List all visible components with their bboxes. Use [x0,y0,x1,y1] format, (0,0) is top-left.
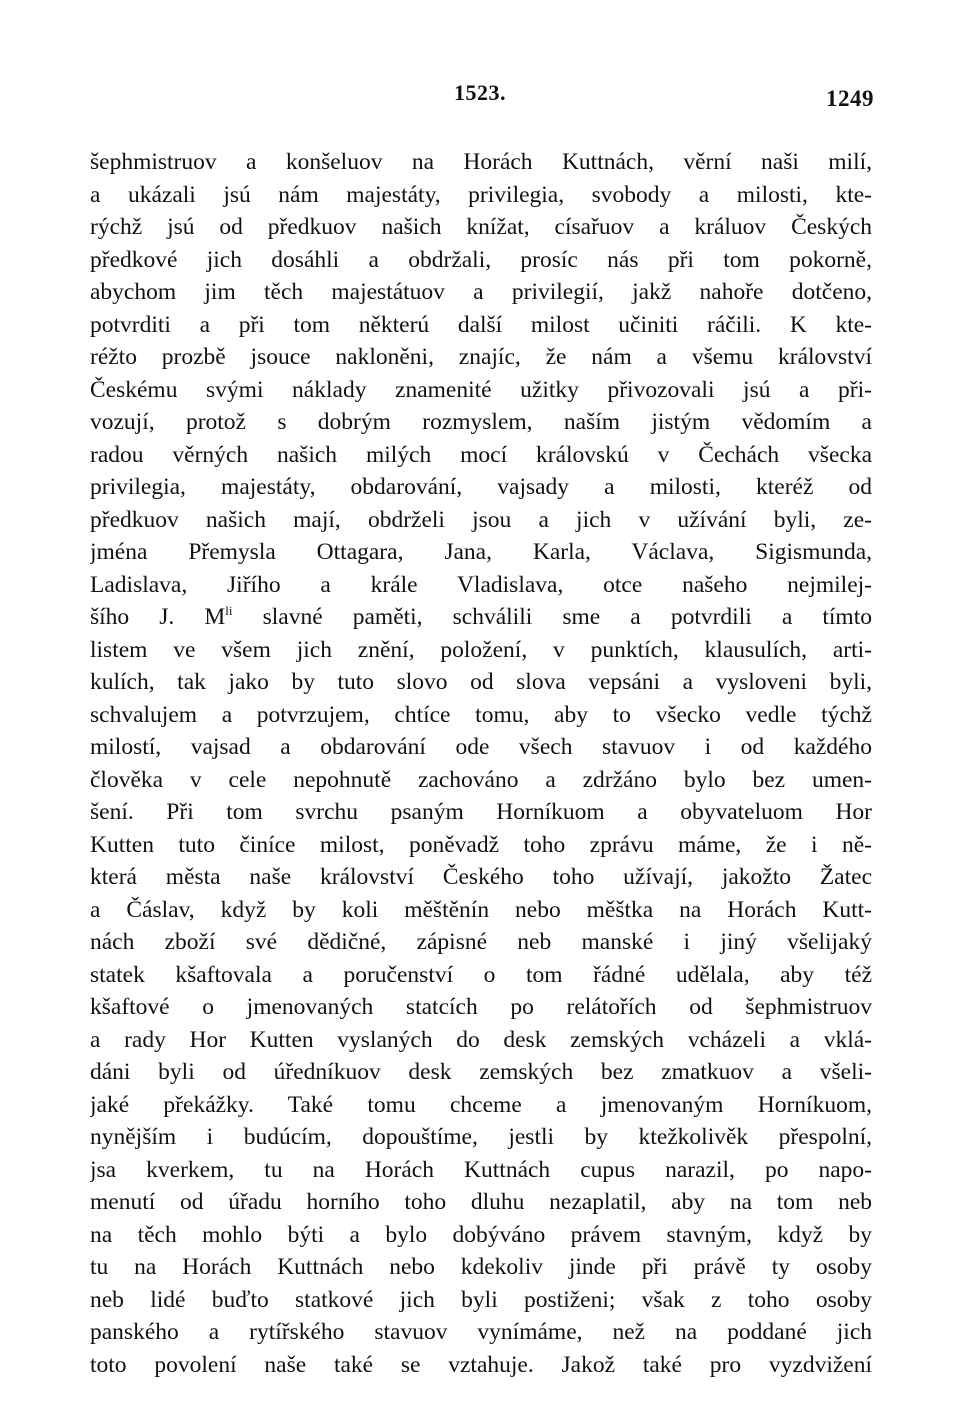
page-number: 1249 [826,86,874,111]
text-line: schvalujem a potvrzujem, chtíce tomu, aby to všecko vedle týchž [90,701,872,728]
text-line: menutí od úřadu horního toho dluhu nezaplatil, aby na tom neb [90,1189,872,1215]
text-line: a ukázali jsú nám majestáty, privilegia, svobody a milosti, kte- [90,181,872,208]
text-line: na těch mohlo býti a bylo dobýváno právem stavným, když by [90,1221,872,1248]
text-line: Ladislava, Jiřího a krále Vladislava, otce našeho nejmilej- [90,571,872,598]
text-line: toto povolení naše také se vztahuje. Jakož také pro vyzdvižení [90,1351,872,1378]
text-line: kulích, tak jako by tuto slovo od slova vepsáni a vysloveni byli, [90,669,872,695]
superscript: li [225,603,233,619]
text-line: a Čáslav, když by koli měštěnín nebo měštka na Horách Kutt- [90,896,872,923]
text-line: která města naše království Českého toho užívají, jakožto Žatec [90,864,872,890]
text-line: předkuov našich mají, obdrželi jsou a jich v užívání byli, ze- [90,506,872,533]
text-line: potvrditi a při tom některú další milost učiniti ráčili. K kte- [90,311,872,338]
text-line: šení. Při tom svrchu psaným Horníkuom a obyvateluom Hor [90,799,872,825]
text-line: šephmistruov a konšeluov na Horách Kuttnách, věrní naši milí, [90,149,872,175]
body-text [90,146,872,1381]
text-line: listem ve všem jich znění, položení, v punktích, klausulích, arti- [90,636,872,663]
text-line: abychom jim těch majestátuov a privilegií, jakž nahoře dotčeno, [90,279,872,305]
text-line: privilegia, majestáty, obdarování, vajsady a milosti, kteréž od [90,474,872,500]
text-line: jaké překážky. Také tomu chceme a jmenovaným Horníkuom, [90,1091,872,1118]
running-header-year: 1523. [454,80,506,105]
text-line: statek kšaftovala a poručenství o tom řádné udělala, aby též [90,961,872,988]
text-line: Kutten tuto činíce milost, poněvadž toho zprávu máme, že i ně- [90,831,872,858]
text-line: réžto prozbě jsouce nakloněni, znajíc, že nám a všemu království [90,344,872,370]
text-line: nynějším i budúcím, dopouštíme, jestli by ktežkolivěk přespolní, [90,1124,872,1150]
text-line: dáni byli od úředníkuov desk zemských bez zmatkuov a všeli- [90,1059,872,1085]
text-line: kšaftové o jmenovaných statcích po relátořích od šephmistruov [90,994,872,1020]
text-line: tu na Horách Kuttnách nebo kdekoliv jinde při právě ty osoby [90,1254,872,1280]
text-line: neb lidé buďto statkové jich byli postiženi; však z toho osoby [90,1286,872,1313]
text-line: vozují, protož s dobrým rozmyslem, naším jistým vědomím a [90,409,872,435]
text-line: šího J. $M^{li}$ slavné paměti, schválili sme a potvrdili a tímto [90,603,872,630]
text-line: panského a rytířského stavuov vynímáme, než na poddané jich [90,1319,872,1345]
text-line: jsa kverkem, tu na Horách Kuttnách cupus narazil, po napo- [90,1156,872,1183]
text-line: předkové jich dosáhli a obdržali, prosíc nás při tom pokorně, [90,246,872,273]
text-line: radou věrných našich milých mocí královskú v Čechách všecka [90,441,872,468]
text-line: milostí, vajsad a obdarování ode všech stavuov i od každého [90,734,872,760]
text-line: člověka v cele nepohnutě zachováno a zdržáno bylo bez umen- [90,766,872,793]
text-line: nách zboží své dědičné, zápisné neb manské i jiný všelijaký [90,929,872,955]
text-line: a rady Hor Kutten vyslaných do desk zemských vcházeli a vklá- [90,1026,872,1053]
text-line: Českému svými náklady znamenité užitky přivozovali jsú a při- [90,376,872,403]
text-line: jména Přemysla Ottagara, Jana, Karla, Václava, Sigismunda, [90,539,872,565]
text-line: rýchž jsú od předkuov našich knížat, císařuov a králuov Českých [90,214,872,240]
